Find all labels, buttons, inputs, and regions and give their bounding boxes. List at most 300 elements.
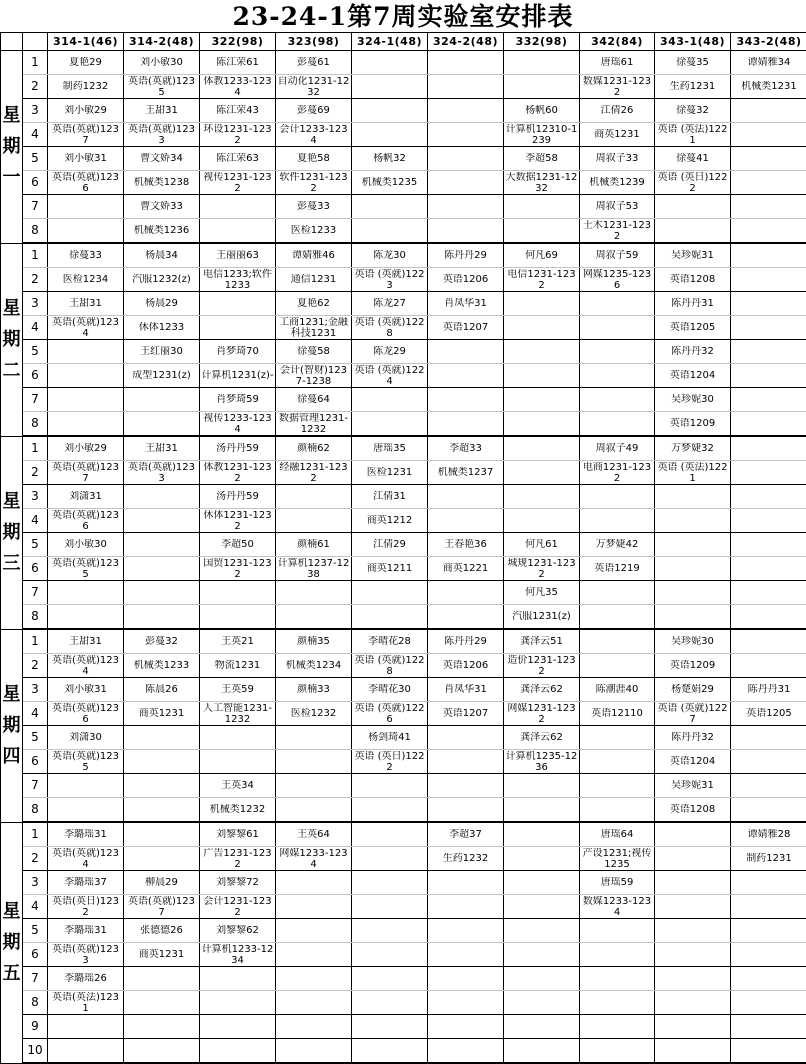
class-cell [48, 123, 124, 147]
period-number: 7 [23, 195, 48, 219]
period-row [1, 147, 806, 171]
class-cell [48, 171, 124, 195]
class-cell [276, 702, 352, 726]
class-cell [504, 943, 580, 967]
class-cell [200, 1039, 276, 1064]
teacher-cell [352, 967, 428, 991]
teacher-text: 刘黎黎72 [201, 877, 274, 888]
period-number: 1 [23, 436, 48, 461]
teacher-text: 江倩29 [353, 539, 426, 550]
class-cell [48, 461, 124, 485]
teacher-cell [580, 485, 655, 509]
teacher-cell [428, 292, 504, 316]
class-cell [124, 847, 200, 871]
class-cell [276, 991, 352, 1015]
class-cell [580, 316, 655, 340]
teacher-text: 刘黎黎62 [201, 925, 274, 936]
teacher-text: 李超50 [201, 539, 274, 550]
teacher-text: 李晴花28 [353, 636, 426, 647]
class-text: 机械类1234 [277, 660, 350, 671]
period-row [1, 774, 806, 798]
teacher-cell [655, 967, 731, 991]
class-cell [580, 557, 655, 581]
class-text: 英语 (英日)1222 [353, 751, 426, 773]
teacher-cell [655, 147, 731, 171]
teacher-cell [428, 243, 504, 268]
teacher-cell [504, 774, 580, 798]
class-text: 英语(英就)1233 [49, 944, 122, 966]
class-text: 英语 (英法)1221 [656, 462, 729, 484]
period-row [1, 654, 806, 678]
class-cell [200, 750, 276, 774]
class-cell [655, 605, 731, 630]
class-cell [428, 461, 504, 485]
teacher-text: 陈丹丹32 [656, 732, 729, 743]
teacher-cell [200, 388, 276, 412]
teacher-cell [655, 51, 731, 75]
class-text: 机械类1236 [125, 225, 198, 236]
class-text: 英语(英就)1235 [49, 751, 122, 773]
class-cell [580, 1039, 655, 1064]
class-text: 软件1231-1232 [277, 172, 350, 194]
teacher-cell [655, 581, 731, 605]
teacher-text: 颜楠35 [277, 636, 350, 647]
teacher-cell [276, 774, 352, 798]
class-cell [48, 75, 124, 99]
class-cell [200, 798, 276, 823]
period-row [1, 268, 806, 292]
class-cell [200, 364, 276, 388]
class-text: 英语1204 [656, 756, 729, 767]
class-cell [731, 895, 806, 919]
teacher-cell [731, 774, 806, 798]
teacher-cell [428, 967, 504, 991]
teacher-text: 陈江荣43 [201, 105, 274, 116]
class-text: 英语(英就)1234 [49, 655, 122, 677]
class-cell [200, 605, 276, 630]
class-text: 英语1207 [429, 708, 502, 719]
period-number: 3 [23, 99, 48, 123]
teacher-cell [504, 967, 580, 991]
teacher-cell [580, 243, 655, 268]
teacher-cell [731, 243, 806, 268]
class-cell [200, 702, 276, 726]
day-label [1, 51, 23, 244]
class-cell [580, 123, 655, 147]
class-text: 物流1231 [201, 660, 274, 671]
teacher-cell [580, 822, 655, 847]
teacher-text: 陈龙30 [353, 250, 426, 261]
period-number: 2 [23, 654, 48, 678]
class-cell [352, 364, 428, 388]
class-cell [655, 364, 731, 388]
teacher-cell [504, 485, 580, 509]
class-text: 经融1231-1232 [277, 462, 350, 484]
class-text: 机械类1239 [581, 177, 653, 188]
teacher-text: 汤丹丹59 [201, 491, 274, 502]
class-cell [200, 75, 276, 99]
class-text: 英语1208 [656, 804, 729, 815]
class-cell [352, 412, 428, 437]
teacher-cell [580, 51, 655, 75]
class-cell [504, 364, 580, 388]
teacher-cell [124, 485, 200, 509]
teacher-text: 周叙子33 [581, 153, 653, 164]
class-cell [352, 75, 428, 99]
class-cell [580, 171, 655, 195]
class-cell [276, 461, 352, 485]
teacher-text: 王丽丽63 [201, 250, 274, 261]
class-text: 英语(英日)1232 [49, 896, 122, 918]
class-text: 生药1232 [429, 853, 502, 864]
period-number: 7 [23, 388, 48, 412]
teacher-cell [48, 774, 124, 798]
teacher-cell [48, 533, 124, 557]
period-number: 7 [23, 967, 48, 991]
period-number: 6 [23, 557, 48, 581]
teacher-cell [352, 533, 428, 557]
class-cell [200, 316, 276, 340]
class-cell [731, 412, 806, 437]
class-cell [124, 268, 200, 292]
class-text: 英语(英就)1234 [49, 317, 122, 339]
period-row [1, 195, 806, 219]
period-number: 10 [23, 1039, 48, 1064]
period-row [1, 871, 806, 895]
teacher-cell [504, 99, 580, 123]
period-number: 7 [23, 774, 48, 798]
class-cell [48, 605, 124, 630]
teacher-cell [48, 51, 124, 75]
class-cell [200, 943, 276, 967]
teacher-cell [655, 485, 731, 509]
class-cell [580, 798, 655, 823]
class-cell [731, 461, 806, 485]
teacher-cell [276, 51, 352, 75]
class-cell [428, 1039, 504, 1064]
teacher-text: 李超37 [429, 829, 502, 840]
teacher-text: 唐瑶64 [581, 829, 653, 840]
period-row [1, 750, 806, 774]
teacher-text: 徐蔓32 [656, 105, 729, 116]
class-cell [731, 847, 806, 871]
teacher-text: 刘潇31 [49, 491, 122, 502]
teacher-cell [124, 629, 200, 654]
teacher-cell [580, 436, 655, 461]
class-cell [352, 123, 428, 147]
teacher-text: 曹文娇33 [125, 201, 198, 212]
period-number: 1 [23, 51, 48, 75]
class-text: 会计1231-1232 [201, 896, 274, 918]
class-cell [504, 1039, 580, 1064]
class-text: 广告1231-1232 [201, 848, 274, 870]
class-text: 休体1233 [125, 322, 198, 333]
period-row [1, 919, 806, 943]
teacher-text: 李超33 [429, 443, 502, 454]
day-label-char: 星 [1, 679, 22, 710]
day-label-char: 二 [1, 355, 22, 386]
class-cell [504, 557, 580, 581]
class-cell [276, 847, 352, 871]
period-number: 5 [23, 147, 48, 171]
teacher-text: 陈丹丹32 [656, 346, 729, 357]
class-cell [580, 75, 655, 99]
teacher-cell [48, 919, 124, 943]
teacher-text: 周叙子59 [581, 250, 653, 261]
room-header: 324-1(48) [352, 33, 428, 51]
teacher-cell [276, 629, 352, 654]
teacher-cell [580, 99, 655, 123]
teacher-text: 唐瑶61 [581, 57, 653, 68]
period-number: 6 [23, 364, 48, 388]
day-label [1, 629, 23, 822]
class-text: 数媒1231-1232 [581, 76, 653, 98]
teacher-text: 柳晨29 [125, 877, 198, 888]
teacher-cell [200, 195, 276, 219]
teacher-text: 陈江荣63 [201, 153, 274, 164]
teacher-cell [352, 147, 428, 171]
teacher-cell [200, 436, 276, 461]
class-cell [655, 1039, 731, 1064]
header-corner [23, 33, 48, 51]
class-text: 城规1231-1232 [505, 558, 578, 580]
teacher-cell [428, 147, 504, 171]
period-row [1, 557, 806, 581]
class-cell [580, 219, 655, 244]
class-cell [352, 268, 428, 292]
teacher-text: 万梦婕32 [656, 443, 729, 454]
class-cell [428, 654, 504, 678]
teacher-cell [504, 147, 580, 171]
day-label-char: 期 [1, 927, 22, 958]
class-text: 网媒1233-1234 [277, 848, 350, 870]
period-row [1, 171, 806, 195]
class-text: 英语(英就)1236 [49, 703, 122, 725]
teacher-cell [276, 1015, 352, 1039]
teacher-cell [48, 629, 124, 654]
teacher-text: 肖凤华31 [429, 298, 502, 309]
teacher-text: 彭蔓61 [277, 57, 350, 68]
teacher-cell [504, 871, 580, 895]
period-row [1, 726, 806, 750]
teacher-cell [276, 485, 352, 509]
class-cell [276, 750, 352, 774]
class-text: 商英1221 [429, 563, 502, 574]
class-cell [124, 1039, 200, 1064]
teacher-cell [48, 1015, 124, 1039]
class-cell [352, 654, 428, 678]
class-cell [428, 123, 504, 147]
teacher-cell [504, 340, 580, 364]
day-label-char: 星 [1, 486, 22, 517]
class-cell [276, 364, 352, 388]
class-cell [352, 557, 428, 581]
teacher-text: 谭婧雅34 [732, 57, 806, 68]
teacher-text: 徐蔓41 [656, 153, 729, 164]
class-text: 土木1231-1232 [581, 220, 653, 242]
class-text: 英语(英就)1233 [125, 462, 198, 484]
class-cell [200, 412, 276, 437]
class-text: 英语12110 [581, 708, 653, 719]
class-cell [124, 123, 200, 147]
teacher-cell [200, 1015, 276, 1039]
class-cell [124, 702, 200, 726]
teacher-cell [276, 340, 352, 364]
class-cell [124, 557, 200, 581]
teacher-cell [504, 436, 580, 461]
teacher-cell [276, 967, 352, 991]
class-cell [276, 123, 352, 147]
period-number: 4 [23, 509, 48, 533]
teacher-cell [276, 678, 352, 702]
class-text: 英语(英就)1235 [49, 558, 122, 580]
period-number: 2 [23, 268, 48, 292]
class-cell [731, 219, 806, 244]
class-cell [276, 557, 352, 581]
teacher-cell [731, 919, 806, 943]
room-header: 332(98) [504, 33, 580, 51]
class-cell [655, 557, 731, 581]
class-cell [276, 268, 352, 292]
class-text: 英语 (英日)1222 [656, 172, 729, 194]
teacher-cell [428, 99, 504, 123]
class-cell [352, 605, 428, 630]
day-label-char: 期 [1, 131, 22, 162]
class-cell [124, 171, 200, 195]
teacher-text: 杨楚娟29 [656, 684, 729, 695]
class-text: 休体1231-1232 [201, 510, 274, 532]
teacher-cell [352, 485, 428, 509]
class-text: 英语(英就)1237 [49, 124, 122, 146]
teacher-text: 江倩31 [353, 491, 426, 502]
teacher-text: 谭婧雅28 [732, 829, 806, 840]
teacher-text: 汤丹丹59 [201, 443, 274, 454]
teacher-text: 王甜31 [125, 105, 198, 116]
class-text: 英语 (英就)1228 [353, 317, 426, 339]
teacher-text: 夏艳58 [277, 153, 350, 164]
room-header: 343-1(48) [655, 33, 731, 51]
class-text: 商英1231 [125, 949, 198, 960]
teacher-cell [124, 774, 200, 798]
class-text: 英语1207 [429, 322, 502, 333]
class-cell [580, 461, 655, 485]
class-cell [504, 605, 580, 630]
class-cell [276, 895, 352, 919]
teacher-text: 王英59 [201, 684, 274, 695]
class-text: 会计(智财)1237-1238 [277, 365, 350, 387]
period-row [1, 485, 806, 509]
period-number: 8 [23, 412, 48, 437]
class-cell [655, 943, 731, 967]
teacher-text: 徐蔓35 [656, 57, 729, 68]
day-label-char: 一 [1, 162, 22, 193]
class-text: 英语 (英就)1224 [353, 365, 426, 387]
teacher-text: 陈龙27 [353, 298, 426, 309]
class-cell [124, 605, 200, 630]
teacher-cell [352, 388, 428, 412]
teacher-text: 杨晨29 [125, 298, 198, 309]
class-cell [504, 268, 580, 292]
teacher-cell [48, 99, 124, 123]
class-text: 英语1204 [656, 370, 729, 381]
class-cell [48, 219, 124, 244]
teacher-cell [124, 292, 200, 316]
class-text: 机械类1237 [429, 467, 502, 478]
class-cell [428, 943, 504, 967]
period-row [1, 1039, 806, 1064]
period-number: 7 [23, 581, 48, 605]
period-number: 3 [23, 292, 48, 316]
class-cell [428, 268, 504, 292]
class-cell [200, 509, 276, 533]
teacher-cell [276, 919, 352, 943]
teacher-cell [124, 871, 200, 895]
teacher-text: 肖凤华31 [429, 684, 502, 695]
teacher-cell [504, 822, 580, 847]
class-text: 英语(英就)1237 [125, 896, 198, 918]
teacher-cell [200, 967, 276, 991]
teacher-cell [124, 436, 200, 461]
room-header: 342(84) [580, 33, 655, 51]
class-cell [124, 750, 200, 774]
class-text: 造价1231-1232 [505, 655, 578, 677]
class-cell [504, 847, 580, 871]
room-header: 314-2(48) [124, 33, 200, 51]
teacher-cell [731, 147, 806, 171]
class-cell [124, 364, 200, 388]
class-cell [731, 750, 806, 774]
class-text: 医检1232 [277, 708, 350, 719]
teacher-text: 曹文娇34 [125, 153, 198, 164]
teacher-text: 吴珍妮31 [656, 780, 729, 791]
class-cell [731, 171, 806, 195]
teacher-text: 谭婧雅46 [277, 250, 350, 261]
class-cell [124, 219, 200, 244]
room-header: 323(98) [276, 33, 352, 51]
teacher-cell [428, 195, 504, 219]
teacher-cell [580, 919, 655, 943]
class-cell [352, 509, 428, 533]
class-cell [48, 847, 124, 871]
teacher-cell [48, 292, 124, 316]
class-cell [504, 798, 580, 823]
day-label-char: 三 [1, 548, 22, 579]
class-cell [655, 123, 731, 147]
teacher-text: 王春艳36 [429, 539, 502, 550]
teacher-cell [731, 1015, 806, 1039]
class-text: 英语(英就)1233 [125, 124, 198, 146]
period-number: 8 [23, 798, 48, 823]
teacher-cell [580, 292, 655, 316]
teacher-cell [504, 581, 580, 605]
class-cell [504, 316, 580, 340]
teacher-text: 何凡69 [505, 250, 578, 261]
teacher-cell [124, 919, 200, 943]
period-row [1, 847, 806, 871]
teacher-cell [655, 436, 731, 461]
class-cell [731, 991, 806, 1015]
teacher-cell [580, 1015, 655, 1039]
teacher-text: 刘小敏30 [125, 57, 198, 68]
teacher-text: 王甜31 [49, 636, 122, 647]
teacher-cell [200, 147, 276, 171]
teacher-cell [352, 678, 428, 702]
teacher-cell [504, 51, 580, 75]
teacher-cell [276, 436, 352, 461]
teacher-text: 陈丹丹29 [429, 250, 502, 261]
period-number: 2 [23, 75, 48, 99]
period-row [1, 533, 806, 557]
